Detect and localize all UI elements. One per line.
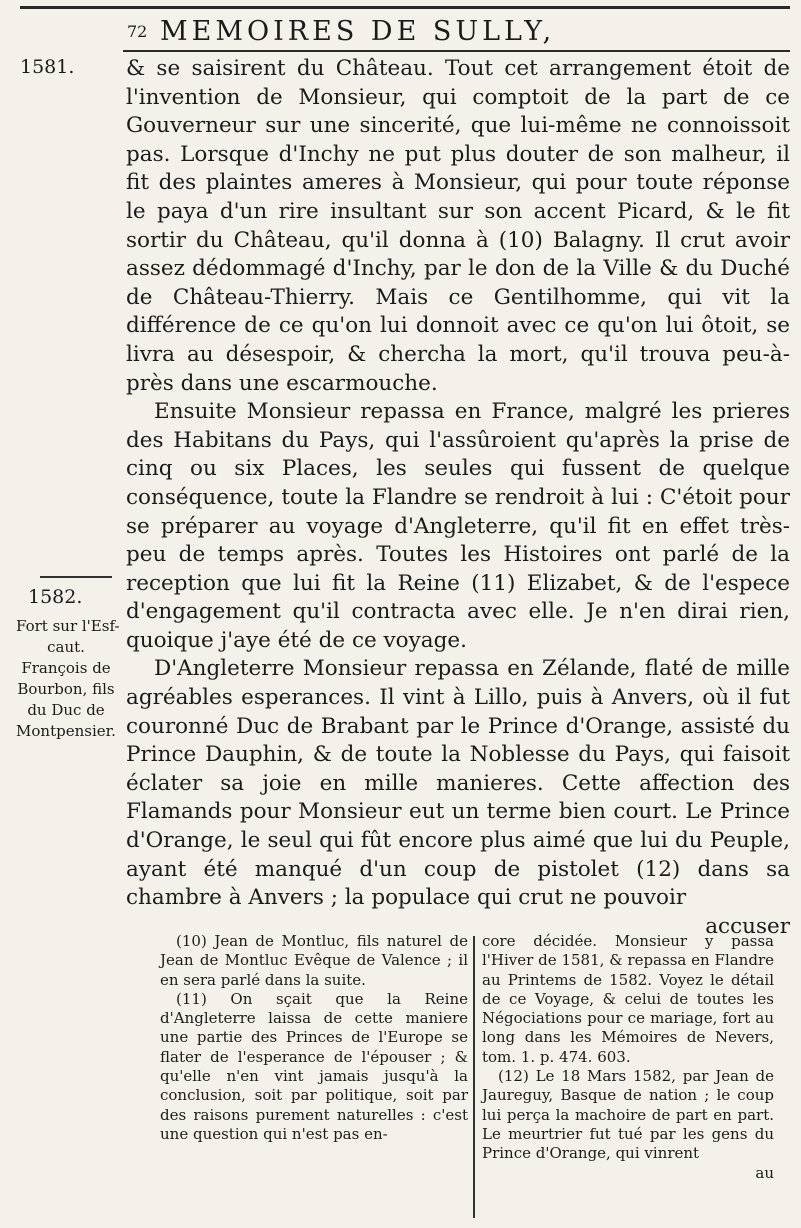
footnotes-left-column bbox=[160, 932, 468, 1144]
footnote-11-continued: core décidée. Monsieur y passa l'Hiver de 1581, & repassa en Flandre au Printems de 1582. Voyez le détail de ce Voyage, & celui de toutes les Négociations pour ce mariage, fort au long dans les Mémoires de Nevers, tom. 1. p. 474. 603. bbox=[482, 932, 774, 1066]
main-text bbox=[126, 55, 790, 941]
side-note-line: François de bbox=[21, 659, 111, 677]
paragraph-2: Ensuite Monsieur repassa en France, malgré les prieres des Habitans du Pays, qui l'assûroient qu'après la prise de cinq ou six Places, les seules qui fussent de quelque conséquence, toute la Flandre se rendroit à lui : C'étoit pour se préparer au voyage d'Angleterre, qu'il fit en effet très-peu de temps après. Toutes les Histoires ont parlé de la reception que lui fit la Reine (11) Elizabet, & de l'espece d'engagement qu'il contracta avec elle. Je n'en dirai rien, quoique j'aye été de ce voyage. bbox=[126, 399, 790, 653]
footnote-catchword: au bbox=[755, 1163, 774, 1182]
footnotes-right-column bbox=[482, 932, 774, 1183]
margin-divider bbox=[40, 576, 112, 578]
footnote-12: (12) Le 18 Mars 1582, par Jean de Jaureguy, Basque de nation ; le coup lui perça la machoire de part en part. Le meurtrier fut tué par les gens du Prince d'Orange, qui vinrent bbox=[482, 1067, 774, 1163]
footnote-11: (11) On sçait que la Reine d'Angleterre laissa de cette maniere une partie des Princes de l'Europe se flater de l'esperance de l'épouser ; & qu'elle n'en vint jamais jusqu'à la conclusion, soit par politique, soit par des raisons purement naturelles : c'est une question qui n'est pas en- bbox=[160, 989, 468, 1143]
side-note-line: Fort sur l'Esf- bbox=[16, 617, 120, 635]
header-rule bbox=[123, 50, 790, 52]
margin-year-1581: 1581. bbox=[20, 56, 75, 78]
footnote-10: (10) Jean de Montluc, fils naturel de Jean de Montluc Evêque de Valence ; il en sera parlé dans la suite. bbox=[160, 932, 468, 989]
side-note-line: Montpensier. bbox=[16, 722, 116, 740]
catchword: accuser bbox=[705, 913, 790, 939]
footnote-column-rule bbox=[473, 936, 475, 1218]
paragraph-1: & se saisirent du Château. Tout cet arrangement étoit de l'invention de Monsieur, qui comptoit de la part de ce Gouverneur sur une sincerité, que lui-même ne connoissoit pas. Lorsque d'Inchy ne put plus douter de son malheur, il fit des plaintes ameres à Monsieur, qui pour toute réponse le paya d'un rire insultant sur son accent Picard, & le fit sortir du Château, qu'il donna à (10) Balagny. Il crut avoir assez dédommagé d'Inchy, par le don de la Ville & du Duché de Château-Thierry. Mais ce Gentilhomme, qui vit la différence de ce qu'on lui donnoit avec ce qu'on lui ôtoit, se livra au désespoir, & chercha la mort, qu'il trouva peu-à-près dans une escarmouche. bbox=[126, 56, 790, 396]
margin-year-1582: 1582. bbox=[28, 586, 83, 608]
paragraph-3: D'Angleterre Monsieur repassa en Zélande, flaté de mille agréables esperances. Il vint à Lillo, puis à Anvers, où il fut couronné Duc de Brabant par le Prince d'Orange, assisté du Prince Dauphin, & de toute la Noblesse du Pays, qui faisoit éclater sa joie en mille manieres. Cette affection des Flamands pour Monsieur eut un terme bien court. Le Prince d'Orange, le seul qui fût encore plus aimé que lui du Peuple, ayant été manqué d'un coup de pistolet (12) dans sa chambre à Anvers ; la populace qui crut ne pouvoir bbox=[126, 656, 790, 911]
page-number: 72 bbox=[127, 22, 148, 41]
side-note-line: du Duc de bbox=[27, 701, 105, 719]
side-note-line: caut. bbox=[47, 638, 85, 656]
running-title: MEMOIRES DE SULLY, bbox=[160, 16, 556, 47]
side-note-line: Bourbon, fils bbox=[17, 680, 115, 698]
top-rule bbox=[20, 6, 790, 9]
margin-side-note bbox=[16, 616, 120, 742]
page-header bbox=[0, 16, 801, 50]
